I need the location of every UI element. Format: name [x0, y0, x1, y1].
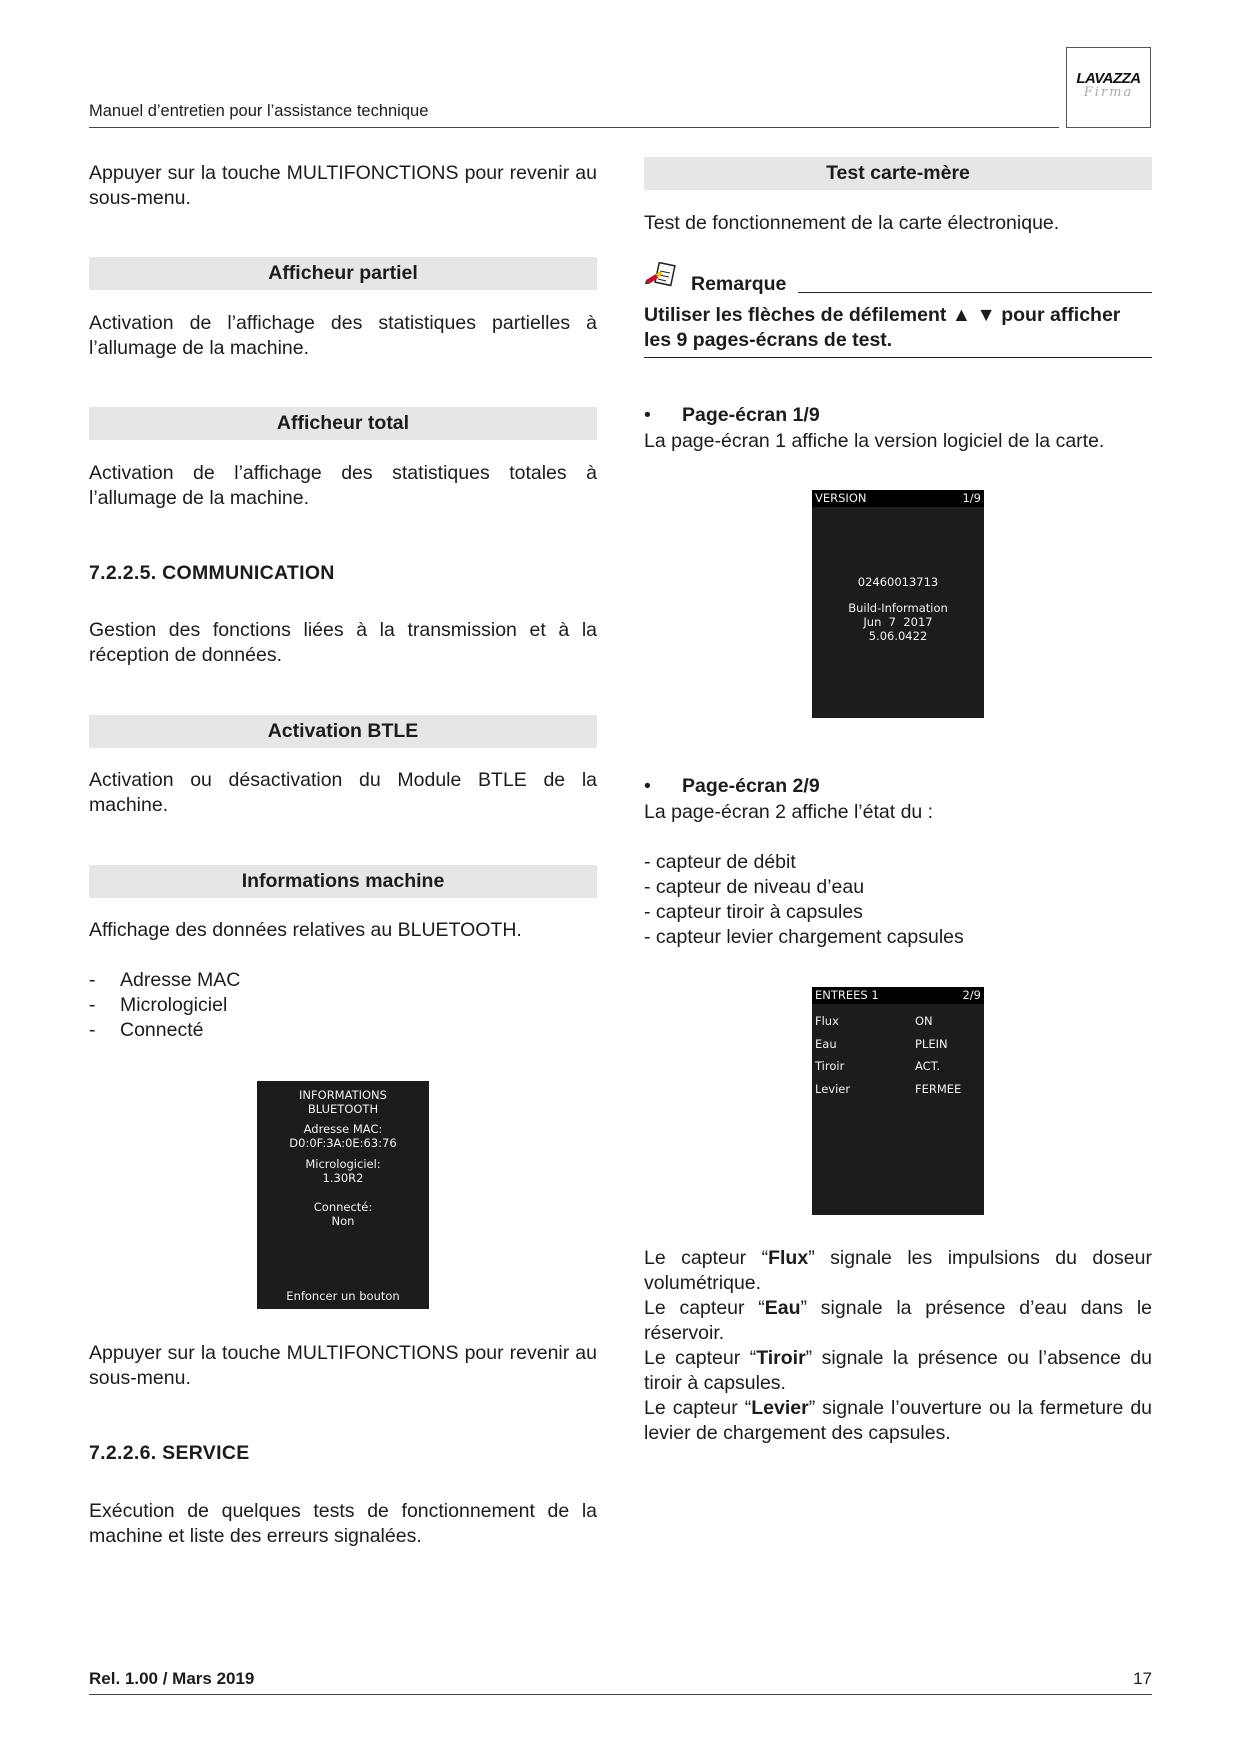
list-item: - Connecté — [89, 1018, 597, 1043]
inputs-screen-title: ENTREES 1 — [815, 988, 879, 1002]
firmware-label: Micrologiciel: — [305, 1157, 381, 1171]
note-text: Utiliser les flèches de défilement ▲ ▼ pour afficher les 9 pages-écrans de test. — [644, 304, 1121, 351]
sensor-name: Levier — [815, 1081, 851, 1096]
sensor-name: Flux — [815, 1014, 839, 1028]
sensor-description: Le capteur “Eau” signale la présence d’eau dans le réservoir. — [644, 1297, 1152, 1344]
sensor-state: ACT. — [915, 1059, 941, 1073]
intro-paragraph: Appuyer sur la touche MULTIFONCTIONS pour revenir au sous-menu. — [89, 162, 597, 209]
table-row — [812, 1078, 984, 1101]
version-code: 02460013713 — [857, 575, 939, 589]
note-bottom-rule — [644, 357, 1152, 358]
bullet-page-1: • Page-écran 1/9 — [644, 404, 820, 426]
communication-paragraph: Gestion des fonctions liées à la transmission et à la réception de données. — [89, 619, 597, 666]
header-rule — [89, 127, 1059, 128]
list-item: - Micrologiciel — [89, 993, 597, 1018]
build-version: 5.06.0422 — [868, 629, 928, 643]
footer-rule — [89, 1694, 1152, 1695]
partiel-paragraph: Activation de l’affichage des statistiques partielles à l’allumage de la machine. — [89, 312, 597, 359]
list-item: - capteur tiroir à capsules — [644, 901, 863, 923]
inputs-screen-page: 2/9 — [962, 988, 981, 1002]
sensor-state: PLEIN — [915, 1036, 948, 1051]
sensor-description: Le capteur “Levier” signale l’ouverture ou la fermeture du levier de chargement des capsules. — [644, 1397, 1153, 1444]
info-paragraph: Affichage des données relatives au BLUETOOTH. — [89, 919, 522, 941]
section-test-carte-mere: Test carte-mère — [644, 157, 1152, 190]
build-label: Build-Information — [848, 601, 948, 615]
inputs-screen — [812, 987, 984, 1215]
note-icon — [644, 262, 678, 290]
version-screen-titlebar — [812, 490, 984, 507]
section-afficheur-total: Afficheur total — [89, 407, 597, 440]
page-1-description: La page-écran 1 affiche la version logiciel de la carte. — [644, 430, 1105, 452]
section-informations-machine: Informations machine — [89, 865, 597, 898]
section-afficheur-partiel: Afficheur partiel — [89, 257, 597, 290]
header-title: Manuel d’entretien pour l’assistance technique — [89, 102, 429, 120]
note-label-rule — [798, 292, 1152, 293]
footer-release: Rel. 1.00 / Mars 2019 — [89, 1669, 255, 1688]
list-item: - Adresse MAC — [89, 968, 597, 993]
list-item: - capteur de débit — [644, 851, 796, 873]
total-paragraph: Activation de l’affichage des statistiques totales à l’allumage de la machine. — [89, 462, 597, 509]
section-activation-btle: Activation BTLE — [89, 715, 597, 748]
bluetooth-info-screen — [257, 1081, 429, 1309]
version-screen-page: 1/9 — [962, 491, 981, 505]
sensor-name: Eau — [815, 1036, 837, 1051]
table-row — [812, 1033, 984, 1056]
communication-title: 7.2.2.5. COMMUNICATION — [89, 562, 335, 584]
test-paragraph: Test de fonctionnement de la carte électronique. — [644, 212, 1060, 234]
bullet-page-2: • Page-écran 2/9 — [644, 775, 820, 797]
outro-paragraph: Appuyer sur la touche MULTIFONCTIONS pour revenir au sous-menu. — [89, 1342, 597, 1389]
page-2-description: La page-écran 2 affiche l’état du : — [644, 801, 934, 823]
brand-logo — [1066, 47, 1151, 128]
sensor-name: Tiroir — [815, 1059, 845, 1073]
table-row — [812, 1055, 984, 1078]
screen-title-line1: INFORMATIONS — [299, 1088, 387, 1102]
inputs-screen-titlebar — [812, 987, 984, 1004]
note-label: Remarque — [691, 273, 787, 295]
sensor-state: FERMEE — [915, 1081, 962, 1096]
sensor-description: Le capteur “Tiroir” signale la présence ou l’absence du tiroir à capsules. — [644, 1347, 1152, 1394]
firmware-value: 1.30R2 — [322, 1171, 364, 1185]
connected-value: Non — [331, 1214, 355, 1228]
mac-value: D0:0F:3A:0E:63:76 — [289, 1136, 397, 1150]
sensor-state: ON — [915, 1014, 933, 1028]
logo-wordmark: LAVAZZA — [1076, 70, 1141, 87]
connected-label: Connecté: — [313, 1200, 373, 1214]
btle-paragraph: Activation ou désactivation du Module BTLE de la machine. — [89, 769, 597, 816]
build-date: Jun 7 2017 — [863, 615, 933, 629]
sensor-list — [644, 850, 1152, 950]
version-screen-title: VERSION — [815, 491, 867, 505]
service-title: 7.2.2.6. SERVICE — [89, 1442, 250, 1464]
mac-label: Adresse MAC: — [303, 1122, 383, 1136]
info-list — [89, 968, 597, 1043]
sensor-descriptions — [644, 1246, 1152, 1446]
list-item: - capteur levier chargement capsules — [644, 926, 964, 948]
service-paragraph: Exécution de quelques tests de fonctionnement de la machine et liste des erreurs signalées. — [89, 1500, 597, 1547]
page-2-title: Page-écran 2/9 — [682, 775, 820, 797]
page-1-title: Page-écran 1/9 — [682, 404, 820, 426]
list-item: - capteur de niveau d’eau — [644, 876, 865, 898]
screen-title-line2: BLUETOOTH — [307, 1102, 379, 1116]
logo-subline: Firma — [1083, 85, 1134, 100]
screen-footer: Enfoncer un bouton — [286, 1289, 400, 1303]
version-screen — [812, 490, 984, 718]
table-row — [812, 1010, 984, 1033]
page-number: 17 — [1133, 1669, 1152, 1688]
sensor-description: Le capteur “Flux” signale les impulsions du doseur volumétrique. — [644, 1247, 1152, 1294]
